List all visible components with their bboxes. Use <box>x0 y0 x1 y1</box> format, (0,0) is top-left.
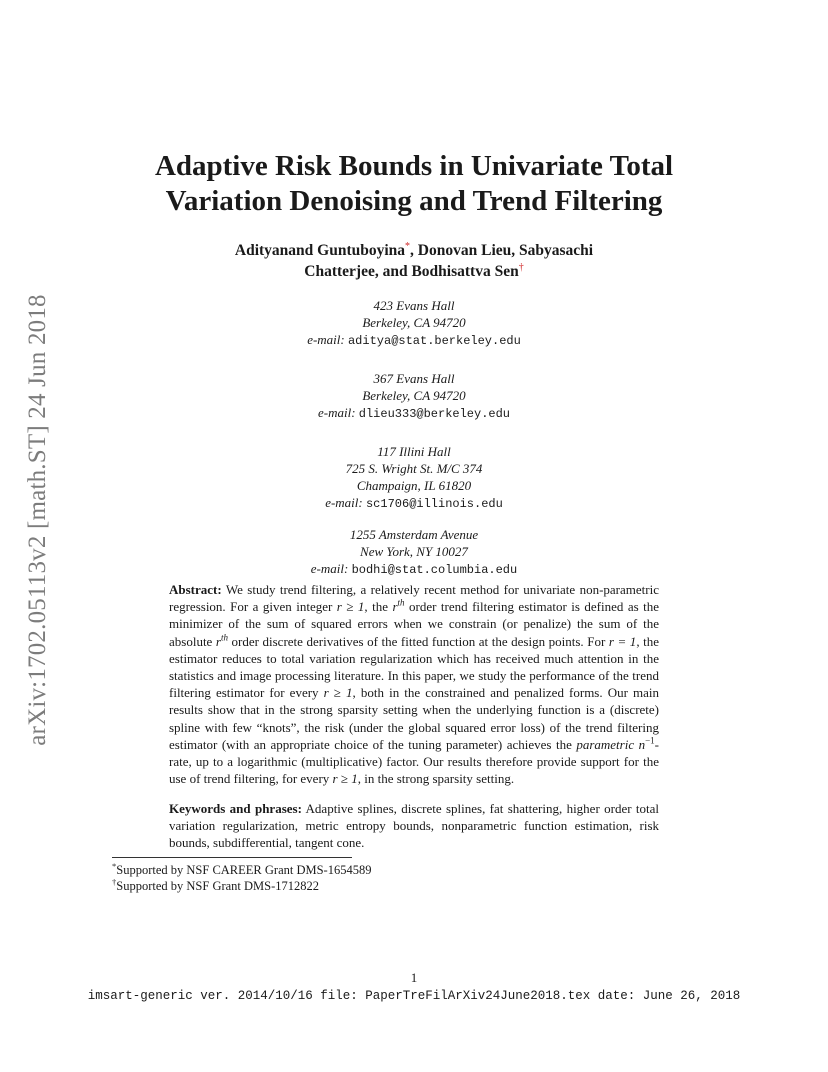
address-line: 725 S. Wright St. M/C 374 <box>345 461 483 476</box>
keywords <box>169 800 659 852</box>
author-name: Adityanand Guntuboyina <box>234 242 406 259</box>
footnote-divider <box>112 857 352 858</box>
abstract-text: , the estimator reduces to total variation regularization which has received much attention in the statistics and image processing literature. In this paper, we study the performance of the trend filtering estimator for every <box>169 633 660 701</box>
math-expression: r <box>215 633 221 649</box>
title-line-1: Adaptive Risk Bounds in Univariate Total <box>154 150 674 182</box>
email-label: e-mail: <box>307 332 345 347</box>
abstract-text: We study trend filtering, a relatively recent method for univariate non-parametric regression. For a given integer <box>169 582 659 615</box>
abstract-text: -rate, up to a logarithmic (multiplicative) factor. Our results therefore provide support for the use of trend filtering, for every <box>169 736 660 787</box>
email-address[interactable]: sc1706@illinois.edu <box>365 497 503 511</box>
author-line-1 <box>120 240 708 261</box>
footnote-link[interactable]: * <box>405 240 411 252</box>
email-address[interactable]: dlieu333@berkeley.edu <box>358 407 511 421</box>
math-expression: r ≥ 1 <box>332 771 358 787</box>
math-expression: n <box>638 736 646 752</box>
address-line: Berkeley, CA 94720 <box>362 315 466 330</box>
arxiv-identifier-stamp: arXiv:1702.05113v2 [math.ST] 24 Jun 2018 <box>24 294 51 746</box>
math-superscript: th <box>397 597 405 608</box>
address-block <box>120 370 708 423</box>
abstract-text: , both in the constrained and penalized forms. Our main results show that in the strong sparsity setting when the underlying function is a (discrete) spline with few “knots”, the risk (under the global squared error loss) of the trend filtering estimator (with an appropriate choice of the tuning parameter) achieves the <box>169 685 660 752</box>
author-names: , Donovan Lieu, Sabyasachi <box>410 242 594 259</box>
abstract-text: , in the strong sparsity setting. <box>357 771 515 787</box>
math-expression: r = 1 <box>608 633 637 649</box>
math-expression: r ≥ 1 <box>323 685 353 701</box>
abstract-label: Abstract: <box>169 582 222 597</box>
footnote-text: Supported by NSF CAREER Grant DMS-1654589 <box>116 863 372 877</box>
page-number: 1 <box>410 970 418 985</box>
author-list <box>120 240 708 282</box>
email-label: e-mail: <box>317 405 356 420</box>
email-label: e-mail: <box>325 495 363 510</box>
keywords-text: Adaptive splines, discrete splines, fat shattering, higher order total variation regularization, metric entropy bounds, nonparametric function estimation, risk bounds, subdifferential, tangent cone. <box>169 801 659 851</box>
footnote-link[interactable]: † <box>518 261 524 273</box>
email-address[interactable]: bodhi@stat.columbia.edu <box>351 563 518 577</box>
address-line: Champaign, IL 61820 <box>356 478 472 493</box>
author-names: Chatterjee, and Bodhisattva Sen <box>304 263 519 280</box>
address-line: Berkeley, CA 94720 <box>362 388 466 403</box>
math-expression: r <box>392 599 398 615</box>
abstract <box>169 581 659 787</box>
footnote <box>112 878 319 894</box>
emphasized-text: parametric <box>576 736 635 752</box>
address-line: 367 Evans Hall <box>373 371 455 386</box>
address-line: 117 Illini Hall <box>377 444 451 459</box>
abstract-text: , the <box>364 599 393 615</box>
abstract-text: order trend filtering estimator is defined as the minimizer of the sum of squared errors when we constrain (or penalize) the sum of the absolute <box>169 599 659 649</box>
address-block <box>120 297 708 350</box>
address-block <box>120 443 708 513</box>
footnote-mark: † <box>112 876 117 887</box>
address-block <box>120 526 708 579</box>
math-superscript: −1 <box>645 735 655 746</box>
math-expression: r ≥ 1 <box>336 599 365 615</box>
address-line: 423 Evans Hall <box>373 298 455 313</box>
keywords-label: Keywords and phrases: <box>169 801 302 816</box>
title-line-2: Variation Denoising and Trend Filtering <box>165 185 663 217</box>
address-line: 1255 Amsterdam Avenue <box>349 527 479 542</box>
math-superscript: th <box>220 632 228 643</box>
email-address[interactable]: aditya@stat.berkeley.edu <box>347 334 521 348</box>
footnote <box>112 862 371 878</box>
abstract-text: order discrete derivatives of the fitted function at the design points. For <box>227 633 609 649</box>
author-line-2 <box>120 261 708 282</box>
footnote-mark: * <box>112 860 117 871</box>
address-line: New York, NY 10027 <box>360 544 468 559</box>
running-footer: imsart-generic ver. 2014/10/16 file: PaperTreFilArXiv24June2018.tex date: June 26, 2018 <box>87 989 741 1003</box>
footnote-text: Supported by NSF Grant DMS-1712822 <box>116 879 320 893</box>
email-label: e-mail: <box>310 561 349 576</box>
paper-title <box>80 149 748 219</box>
